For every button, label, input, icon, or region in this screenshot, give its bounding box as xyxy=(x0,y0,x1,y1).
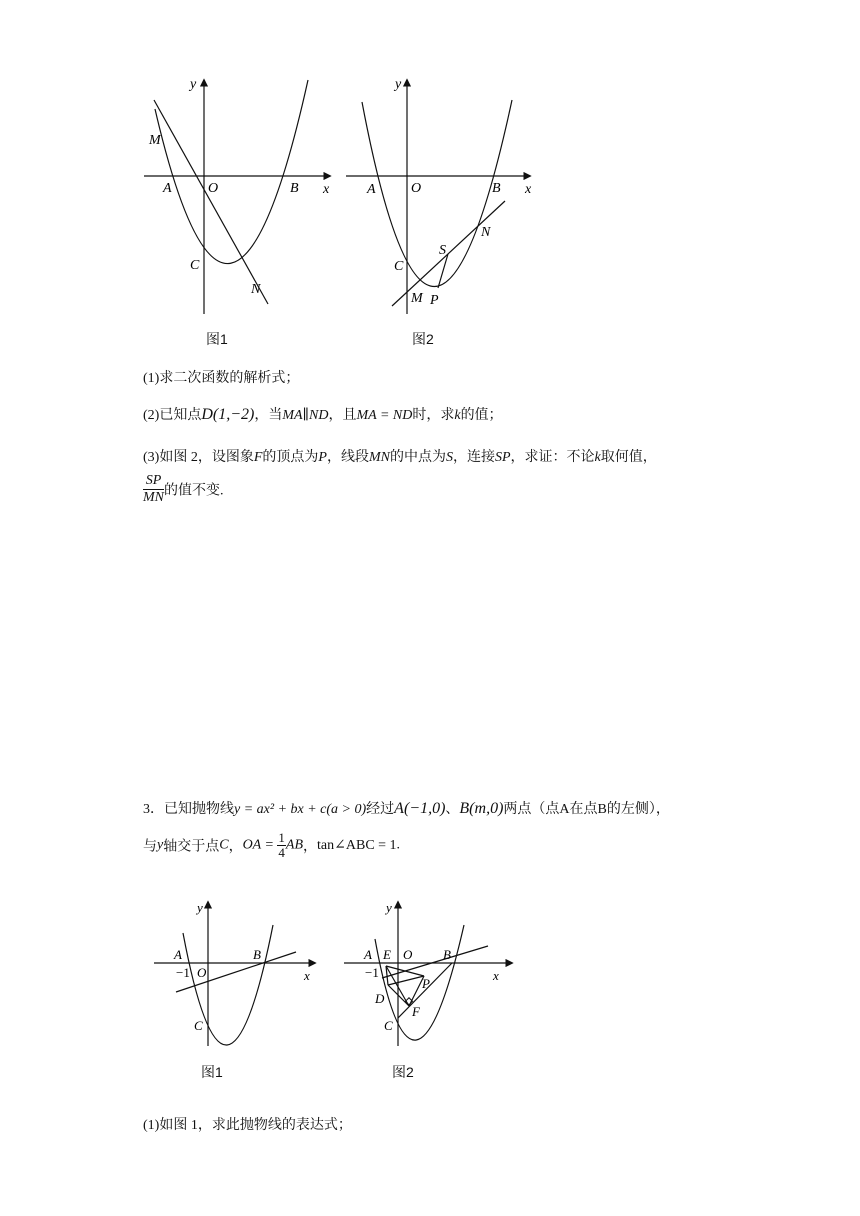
label-o: O xyxy=(403,947,413,962)
text: 的顶点为 xyxy=(262,450,319,465)
var-oa: OA = xyxy=(242,837,274,853)
fraction-sp-mn xyxy=(143,473,164,506)
fraction-denominator: 4 xyxy=(278,845,285,860)
label-a: A xyxy=(163,181,172,196)
text: (3)如图 2，设图象 xyxy=(143,450,254,465)
label-f: F xyxy=(412,1004,420,1019)
fraction-denominator: MN xyxy=(143,490,164,505)
label-b: B xyxy=(253,947,261,962)
q3-figure-1 xyxy=(150,896,320,1056)
label-x: x xyxy=(493,968,499,983)
text: ， xyxy=(228,839,243,855)
parabola xyxy=(362,100,512,287)
label-b: B xyxy=(290,181,299,196)
label-o: O xyxy=(208,181,219,196)
text: (2)已知点 xyxy=(143,408,202,423)
label-s: S xyxy=(439,243,446,258)
q2-figure-2-caption: 图2 xyxy=(412,331,434,347)
label-y: y xyxy=(395,77,402,92)
text: 的值； xyxy=(460,408,503,423)
question-number: 3．已知抛物线 xyxy=(143,802,234,817)
q3-intro-line-1 xyxy=(143,798,670,818)
q2-part-1: (1)求二次函数的解析式； xyxy=(143,371,300,386)
label-m: M xyxy=(149,133,161,148)
var-s: S xyxy=(445,450,453,465)
var-ab: AB xyxy=(285,837,304,853)
fraction-numerator: SP xyxy=(143,473,164,490)
label-c: C xyxy=(384,1018,393,1033)
var-p: P xyxy=(318,450,327,465)
label-o: O xyxy=(411,181,422,196)
q3-figure-2 xyxy=(340,896,520,1056)
line-mn xyxy=(154,100,268,304)
label-x: x xyxy=(525,182,532,197)
label-a: A xyxy=(367,182,376,197)
line-mn xyxy=(392,201,505,306)
label-b: B xyxy=(443,947,451,962)
q3-intro-line-2 xyxy=(143,831,400,860)
label-p: P xyxy=(430,293,439,308)
text: ，线段 xyxy=(326,450,369,465)
q2-figure-1 xyxy=(140,72,340,322)
label-c: C xyxy=(194,1018,203,1033)
label-n: N xyxy=(481,225,491,240)
text: 、 xyxy=(445,802,460,817)
condition-parallel: MA∥ND xyxy=(282,408,329,423)
q3-part-1: (1)如图 1，求此抛物线的表达式； xyxy=(143,1118,352,1133)
label-x: x xyxy=(304,968,310,983)
q2-figure-2 xyxy=(340,72,540,322)
q2-figure-1-caption: 图1 xyxy=(206,331,228,347)
segment-dp xyxy=(388,976,424,985)
var-y: y xyxy=(157,837,164,853)
label-n: N xyxy=(251,282,261,297)
var-k: k xyxy=(454,408,461,423)
label-x: x xyxy=(323,182,330,197)
label-m: M xyxy=(411,291,423,306)
label-y: y xyxy=(197,900,203,915)
label-b: B xyxy=(492,181,501,196)
text: ， xyxy=(303,839,318,855)
point-d: D(1,−2) xyxy=(201,406,255,423)
label-d: D xyxy=(375,991,385,1006)
label-e: E xyxy=(383,947,391,962)
fraction-one-quarter xyxy=(277,831,286,860)
point-a: A(−1,0) xyxy=(394,800,446,817)
fraction-numerator: 1 xyxy=(278,830,285,845)
line-through-b xyxy=(176,952,296,992)
point-b: B(m,0) xyxy=(459,800,504,817)
text: 的值不变. xyxy=(164,483,224,499)
q2-part-2 xyxy=(143,404,503,424)
label-a: A xyxy=(364,947,372,962)
text: ，且 xyxy=(328,408,357,423)
var-c: C xyxy=(219,837,229,853)
parabola-equation: y = ax² + bx + c(a > 0) xyxy=(234,802,367,817)
q2-part-3-continued xyxy=(143,473,224,506)
label-neg1: −1 xyxy=(365,965,379,980)
tan-condition: tan∠ABC = 1 xyxy=(317,838,397,853)
parabola xyxy=(155,80,308,264)
q3-figure-2-caption: 图2 xyxy=(392,1064,414,1080)
var-sp: SP xyxy=(494,450,511,465)
label-y: y xyxy=(386,900,392,915)
var-mn: MN xyxy=(368,450,390,465)
label-c: C xyxy=(394,259,404,274)
text: . xyxy=(396,837,401,853)
label-neg1: −1 xyxy=(176,965,190,980)
text: 的中点为 xyxy=(389,450,446,465)
var-k: k xyxy=(594,450,601,465)
text: 轴交于点 xyxy=(163,839,220,855)
q2-part-3 xyxy=(143,446,657,466)
text: 两点（点A在点B的左侧）， xyxy=(503,802,670,817)
label-a: A xyxy=(174,947,182,962)
label-p: P xyxy=(422,976,430,991)
label-c: C xyxy=(190,258,200,273)
text: 经过 xyxy=(366,802,395,817)
label-y: y xyxy=(190,77,197,92)
q3-figure-1-caption: 图1 xyxy=(201,1064,223,1080)
text: 时，求 xyxy=(412,408,455,423)
var-f: F xyxy=(253,450,263,465)
condition-equal: MA = ND xyxy=(356,408,413,423)
text: 取何值， xyxy=(600,450,657,465)
text: ，当 xyxy=(254,408,283,423)
text: ，连接 xyxy=(452,450,495,465)
text: 与 xyxy=(143,839,157,855)
label-o: O xyxy=(197,965,207,980)
text: ，求证：不论 xyxy=(510,450,595,465)
